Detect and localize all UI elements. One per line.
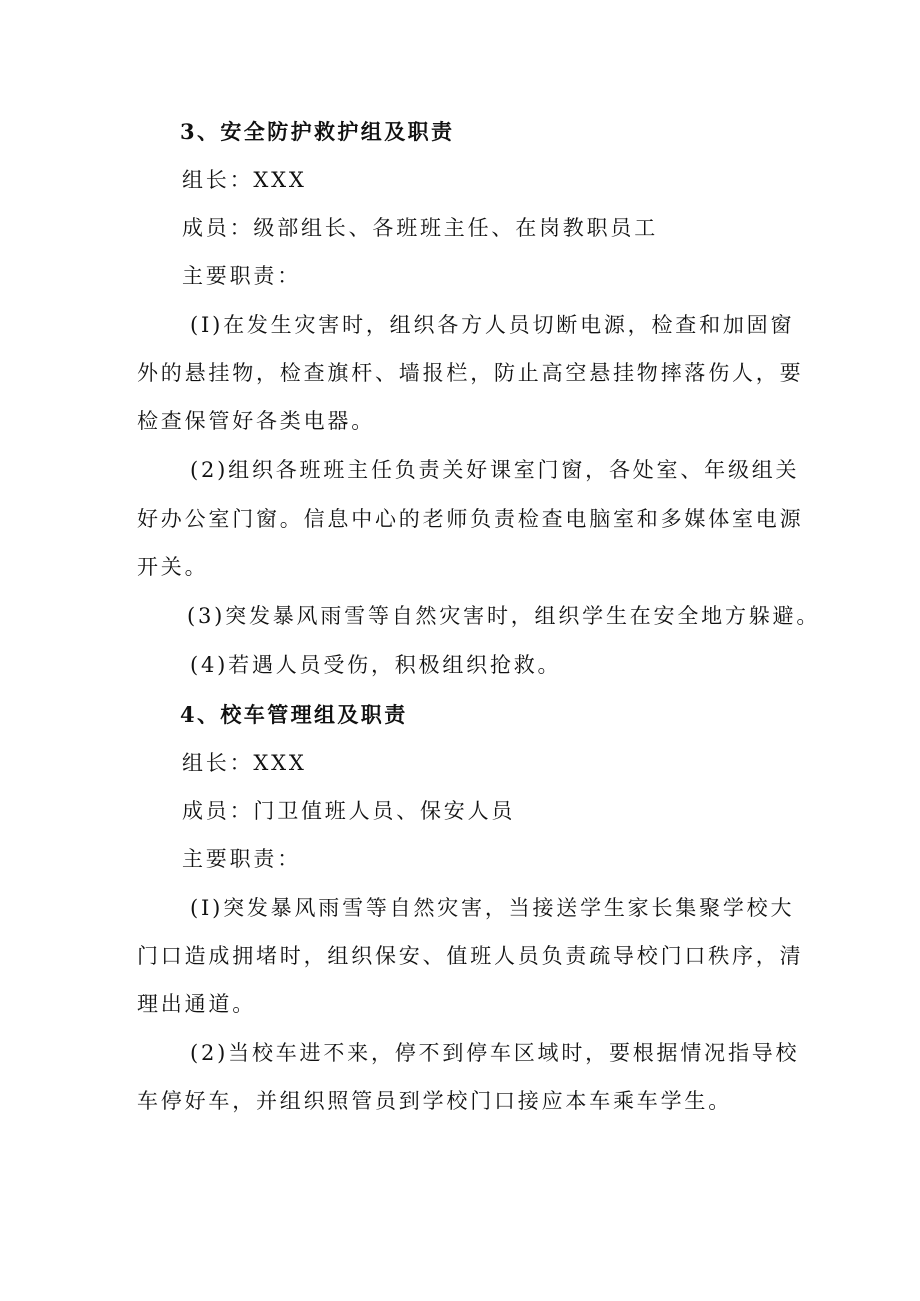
section-3-heading: 3、安全防护救护组及职责: [180, 119, 455, 144]
section-3-members: 成员：级部组长、各班班主任、在岗教职员工: [182, 216, 658, 240]
section-4-item-1-line-3: 理出通道。: [137, 992, 256, 1016]
section-3-item-2-line-3: 开关。: [137, 555, 209, 579]
section-3-item-2-line-1: (2)组织各班班主任负责关好课室门窗，各处室、年级组关: [190, 458, 800, 482]
section-3-duties-label: 主要职责：: [182, 264, 301, 288]
section-4-heading: 4、校车管理组及职责: [180, 702, 408, 727]
section-3-item-3: (3)突发暴风雨雪等自然灾害时，组织学生在安全地方躲避。: [187, 604, 821, 628]
section-4-item-2-line-2: 车停好车，并组织照管员到学校门口接应本车乘车学生。: [137, 1089, 732, 1113]
section-4-duties-label: 主要职责：: [182, 847, 301, 871]
section-4-item-1-line-1: (I)突发暴风雨雪等自然灾害，当接送学生家长集聚学校大: [190, 896, 795, 920]
section-3-leader: 组长：XXX: [182, 168, 307, 192]
section-3-item-1-line-2: 外的悬挂物，检查旗杆、墙报栏，防止高空悬挂物摔落伤人，要: [137, 361, 804, 385]
section-4-item-1-line-2: 门口造成拥堵时，组织保安、值班人员负责疏导校门口秩序，清: [137, 944, 804, 968]
section-4-leader: 组长：XXX: [182, 751, 307, 775]
section-3-item-1-line-1: (I)在发生灾害时，组织各方人员切断电源，检查和加固窗: [190, 313, 795, 337]
section-4-members: 成员：门卫值班人员、保安人员: [182, 799, 516, 823]
section-3-item-1-line-3: 检查保管好各类电器。: [137, 409, 375, 433]
section-4-item-2-line-1: (2)当校车进不来，停不到停车区域时，要根据情况指导校: [190, 1041, 800, 1065]
section-3-item-2-line-2: 好办公室门窗。信息中心的老师负责检查电脑室和多媒体室电源: [137, 507, 804, 531]
section-3-item-4: (4)若遇人员受伤，积极组织抢救。: [190, 653, 562, 677]
